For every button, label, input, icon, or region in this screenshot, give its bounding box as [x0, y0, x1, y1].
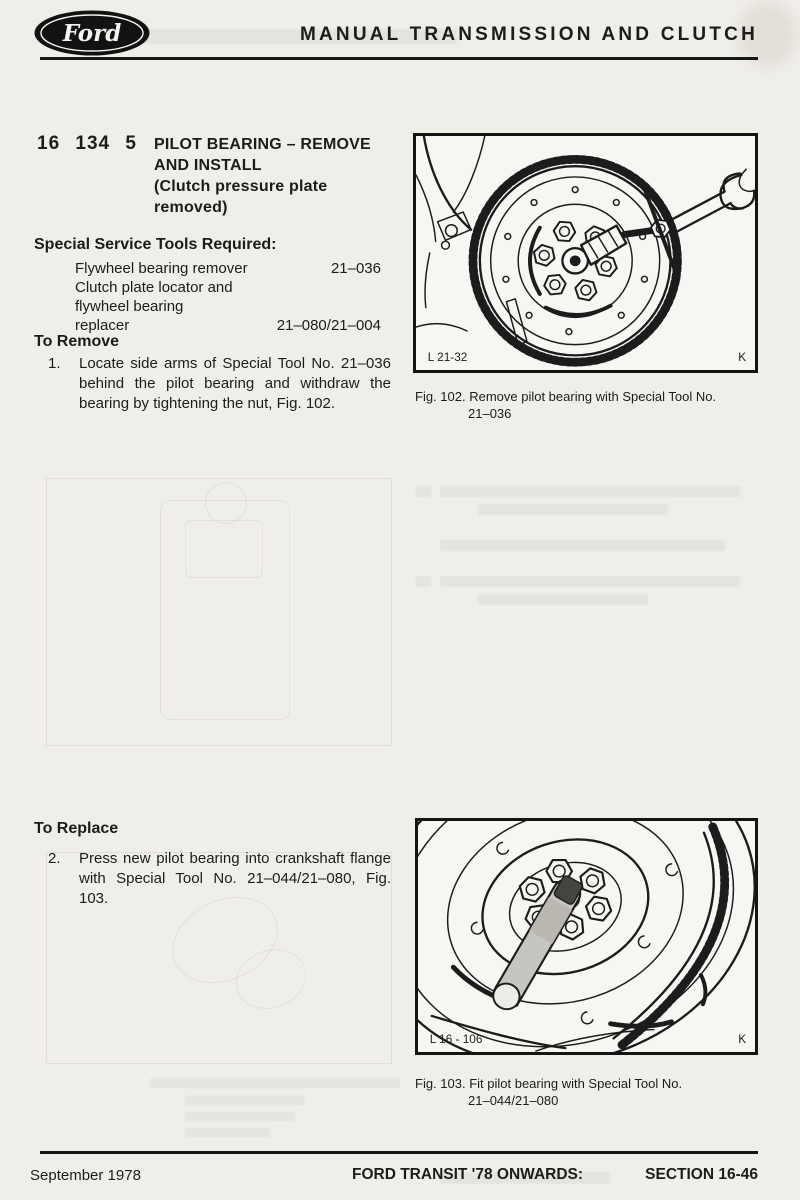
caption-line: Fig. 103. Fit pilot bearing with Special Tool No. [415, 1076, 683, 1091]
operation-title [154, 134, 371, 218]
bleed-through-text [185, 1112, 295, 1121]
tool-name: Flywheel bearing remover [75, 260, 248, 277]
ford-logo-oval [33, 9, 151, 57]
operation-code: 16 134 5 [37, 133, 137, 154]
figure-103 [415, 818, 758, 1055]
fig103-ref-label: L 16 - 106 [429, 1033, 483, 1047]
bleed-through-text [415, 486, 431, 497]
bleed-through-figure-shape [185, 520, 263, 578]
caption-line: 21–036 [468, 406, 512, 421]
fig102-ref-label: L 21-32 [427, 351, 468, 365]
fig102-illustration [416, 136, 755, 370]
figure-102 [413, 133, 758, 373]
bleed-through-text [415, 576, 431, 587]
footer-model: FORD TRANSIT '78 ONWARDS: [352, 1166, 584, 1183]
bleed-through-text [440, 576, 740, 587]
figure-102-caption [415, 388, 735, 422]
tools-list [75, 259, 381, 335]
tool-code: 21–080/21–004 [276, 317, 381, 334]
bleed-through-text [150, 1078, 400, 1088]
header-rule [40, 57, 758, 60]
step-number: 2. [48, 850, 61, 867]
tool-row [75, 278, 381, 335]
tool-name: Clutch plate locator and [75, 279, 233, 296]
bleed-through-text [478, 504, 668, 515]
fig102-artist-label: K [738, 351, 747, 365]
footer-date: September 1978 [30, 1167, 141, 1184]
tool-name: replacer [75, 317, 130, 334]
step-number: 1. [48, 355, 61, 372]
tool-code: 21–036 [330, 260, 381, 277]
footer-section: SECTION 16-46 [645, 1166, 758, 1183]
fig103-artist-label: K [738, 1033, 747, 1047]
step-text: Locate side arms of Special Tool No. 21–036 behind the pilot bearing and withdraw the bearing by tightening the nut, Fig. 102. [79, 355, 391, 412]
step-text: Press new pilot bearing into crankshaft flange with Special Tool No. 21–044/21–080, Fig. 103. [79, 850, 391, 907]
tool-name: flywheel bearing [75, 298, 184, 315]
page-title: MANUAL TRANSMISSION AND CLUTCH [299, 24, 758, 45]
bleed-through-text [440, 486, 740, 497]
caption-line: 21–044/21–080 [468, 1093, 559, 1108]
operation-title-line: AND INSTALL [154, 157, 262, 174]
bleed-through-text [478, 594, 648, 605]
to-replace-heading: To Replace [34, 820, 119, 837]
bleed-through-text [185, 1096, 305, 1105]
ford-logo-script: Ford [62, 20, 122, 47]
ford-logo [33, 9, 151, 57]
footer-rule [40, 1151, 758, 1154]
operation-title-line: removed) [154, 199, 228, 216]
operation-title-line: (Clutch pressure plate [154, 178, 328, 195]
bleed-through-text [185, 1128, 270, 1137]
caption-line: Fig. 102. Remove pilot bearing with Special Tool No. [415, 389, 717, 404]
operation-title-line: PILOT BEARING – REMOVE [154, 136, 371, 153]
bleed-through-figure-shape [205, 482, 247, 524]
fig103-illustration [418, 821, 755, 1052]
to-remove-heading: To Remove [34, 333, 120, 350]
tools-heading: Special Service Tools Required: [34, 236, 277, 253]
figure-103-caption [415, 1075, 735, 1109]
bleed-through-text [440, 540, 725, 551]
tool-row [75, 259, 381, 278]
